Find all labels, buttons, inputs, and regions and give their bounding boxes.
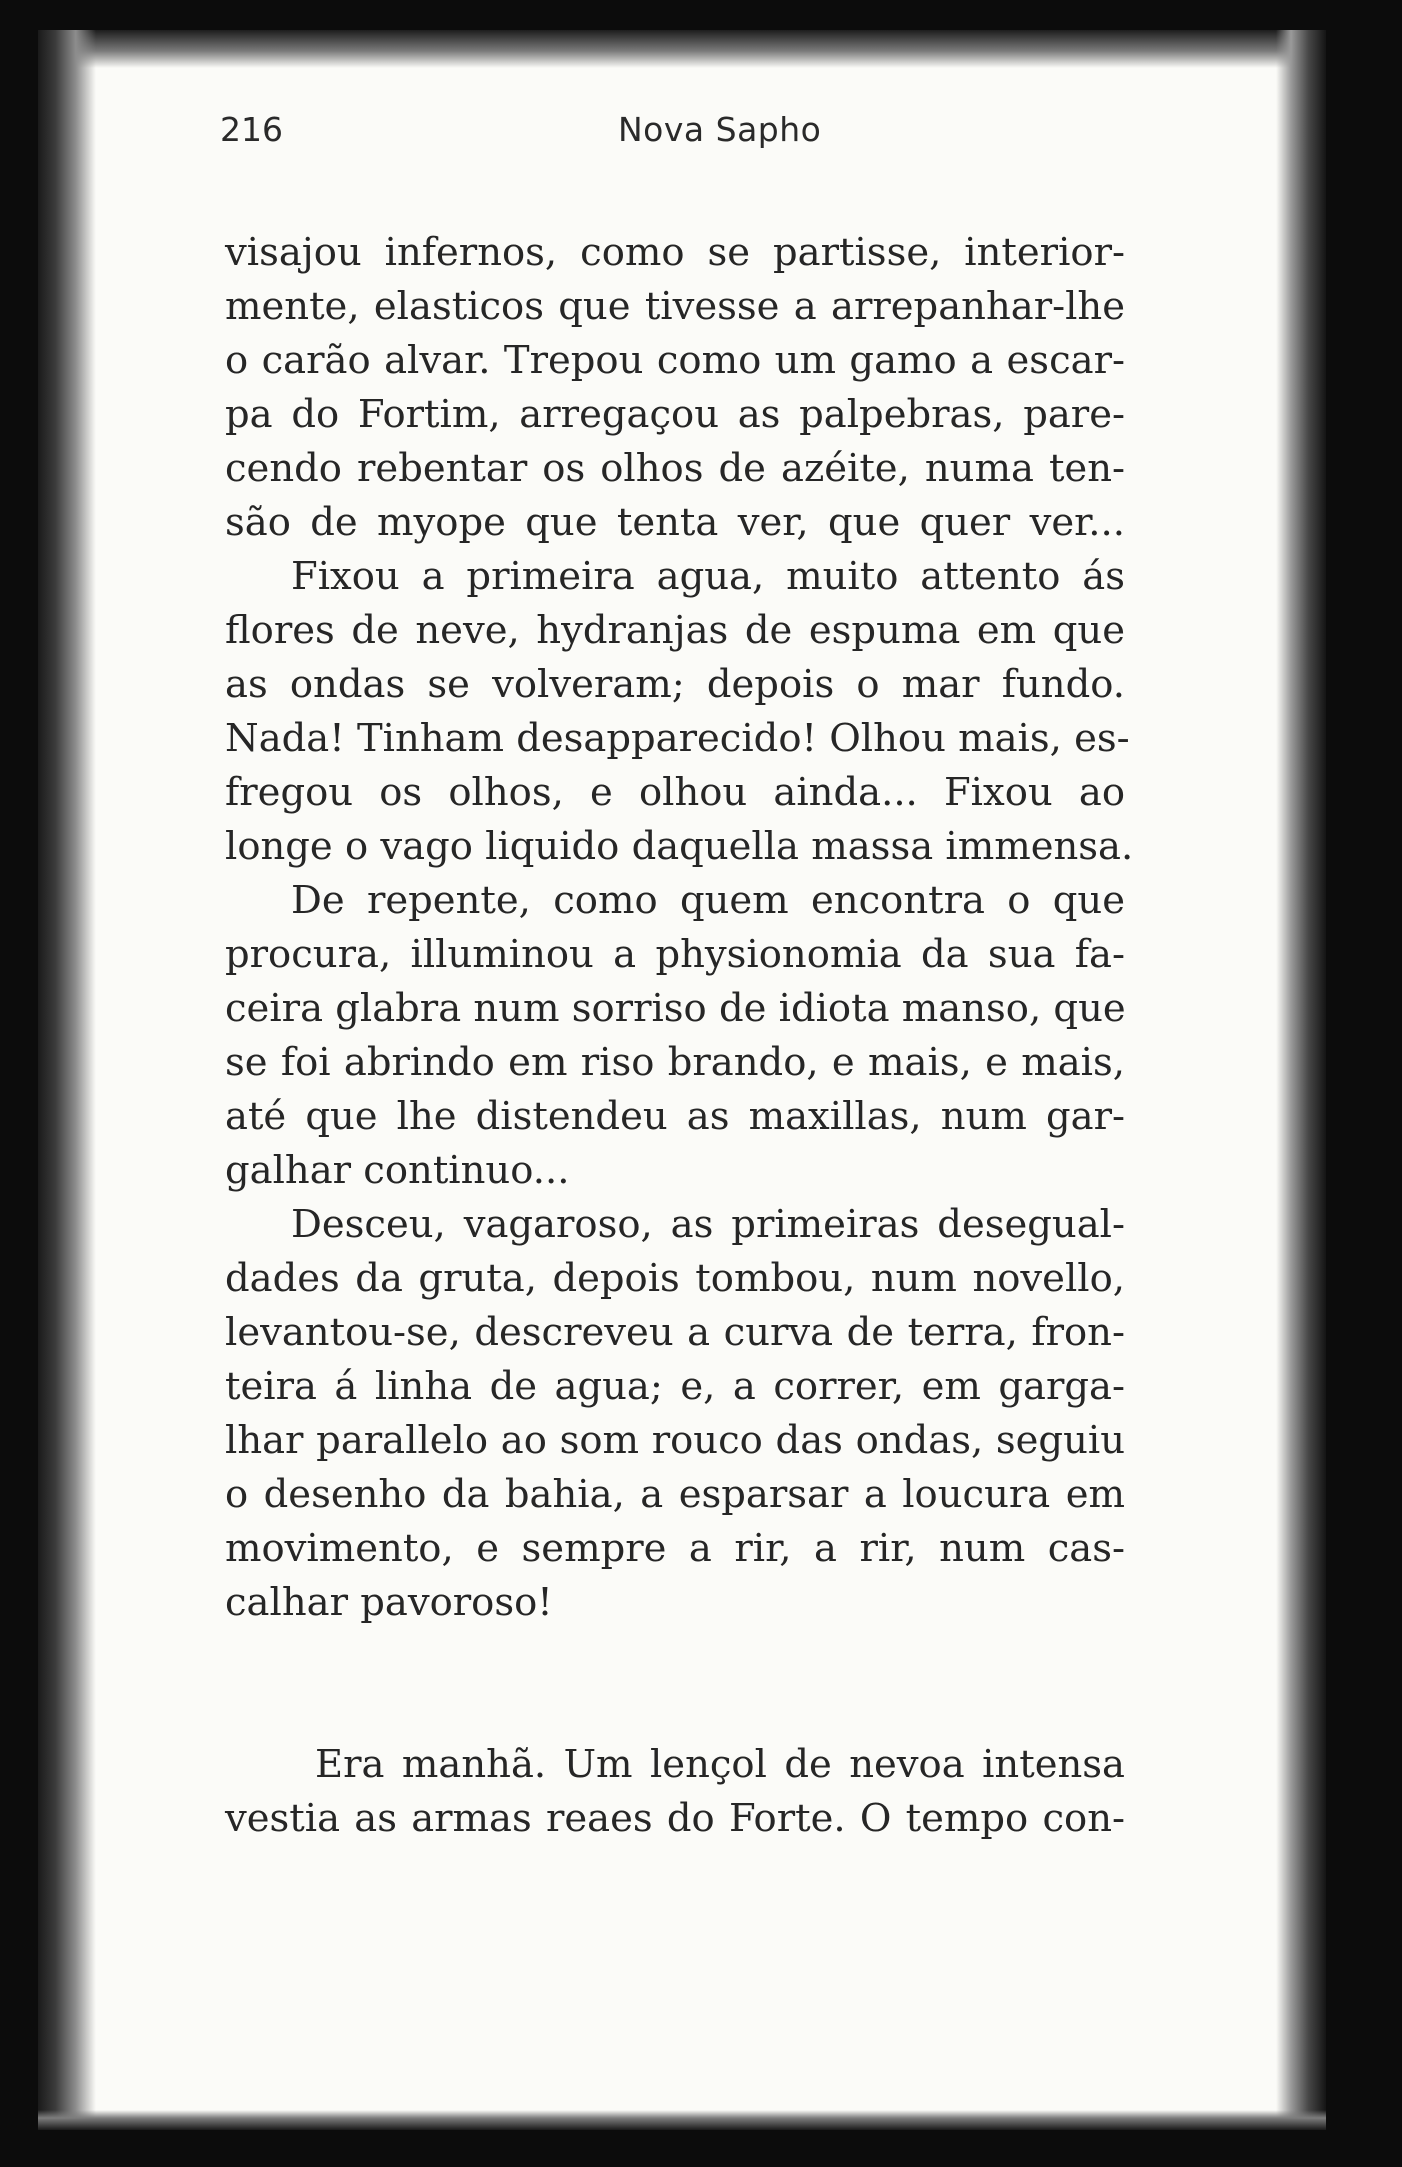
text-line: levantou-se, descreveu a curva de terra, fron- [225,1310,1125,1355]
body-text [225,226,1134,1846]
text-line: o carão alvar. Trepou como um gamo a escar- [225,338,1125,383]
paragraph [225,226,1125,550]
section-break [225,1630,1125,1738]
paragraph [225,1198,1125,1630]
text-line: vestia as armas reaes do Forte. O tempo con- [225,1796,1125,1841]
text-line: Fixou a primeira agua, muito attento ás [291,554,1125,599]
text-line: se foi abrindo em riso brando, e mais, e mais, [225,1040,1125,1085]
text-line: pa do Fortim, arregaçou as palpebras, pare- [225,392,1125,437]
text-line: Nada! Tinham desapparecido! Olhou mais, es- [225,716,1130,761]
text-line: ceira glabra num sorriso de idiota manso, que [225,986,1126,1031]
text-line: De repente, como quem encontra o que [291,878,1125,923]
scan-edge-right [1276,30,1326,2130]
text-line: as ondas se volveram; depois o mar fundo. [225,662,1125,707]
text-line: dades da gruta, depois tombou, num novello, [225,1256,1125,1301]
scan-edge-bottom [38,2110,1326,2130]
text-line: visajou infernos, como se partisse, interior- [225,230,1125,275]
text-line: Desceu, vagaroso, as primeiras desegual- [291,1202,1125,1247]
text-line: o desenho da bahia, a esparsar a loucura em [225,1472,1125,1517]
text-line: Era manhã. Um lençol de nevoa intensa [315,1742,1125,1787]
text-line: flores de neve, hydranjas de espuma em que [225,608,1125,653]
text-line: galhar continuo... [225,1148,570,1193]
paragraph [225,874,1125,1198]
text-line: lhar parallelo ao som rouco das ondas, seguiu [225,1418,1125,1463]
scan-edge-top [38,30,1326,68]
text-line: são de myope que tenta ver, que quer ver... [225,500,1125,545]
text-line: fregou os olhos, e olhou ainda... Fixou ao [225,770,1125,815]
text-line: cendo rebentar os olhos de azéite, numa ten- [225,446,1125,491]
running-title: Nova Sapho [618,110,822,149]
text-line: longe o vago liquido daquella massa immensa. [225,824,1134,869]
scan-edge-left [38,30,96,2130]
page-header [220,110,1120,160]
paragraph [225,550,1134,874]
text-line: teira á linha de agua; e, a correr, em garga- [225,1364,1125,1409]
text-line: movimento, e sempre a rir, a rir, num cas- [225,1526,1125,1571]
paragraph [225,1738,1125,1846]
page-number: 216 [220,110,283,149]
text-line: procura, illuminou a physionomia da sua fa- [225,932,1125,977]
text-line: até que lhe distendeu as maxillas, num gar- [225,1094,1125,1139]
text-line: calhar pavoroso! [225,1580,553,1625]
text-line: mente, elasticos que tivesse a arrepanhar-lhe [225,284,1125,329]
